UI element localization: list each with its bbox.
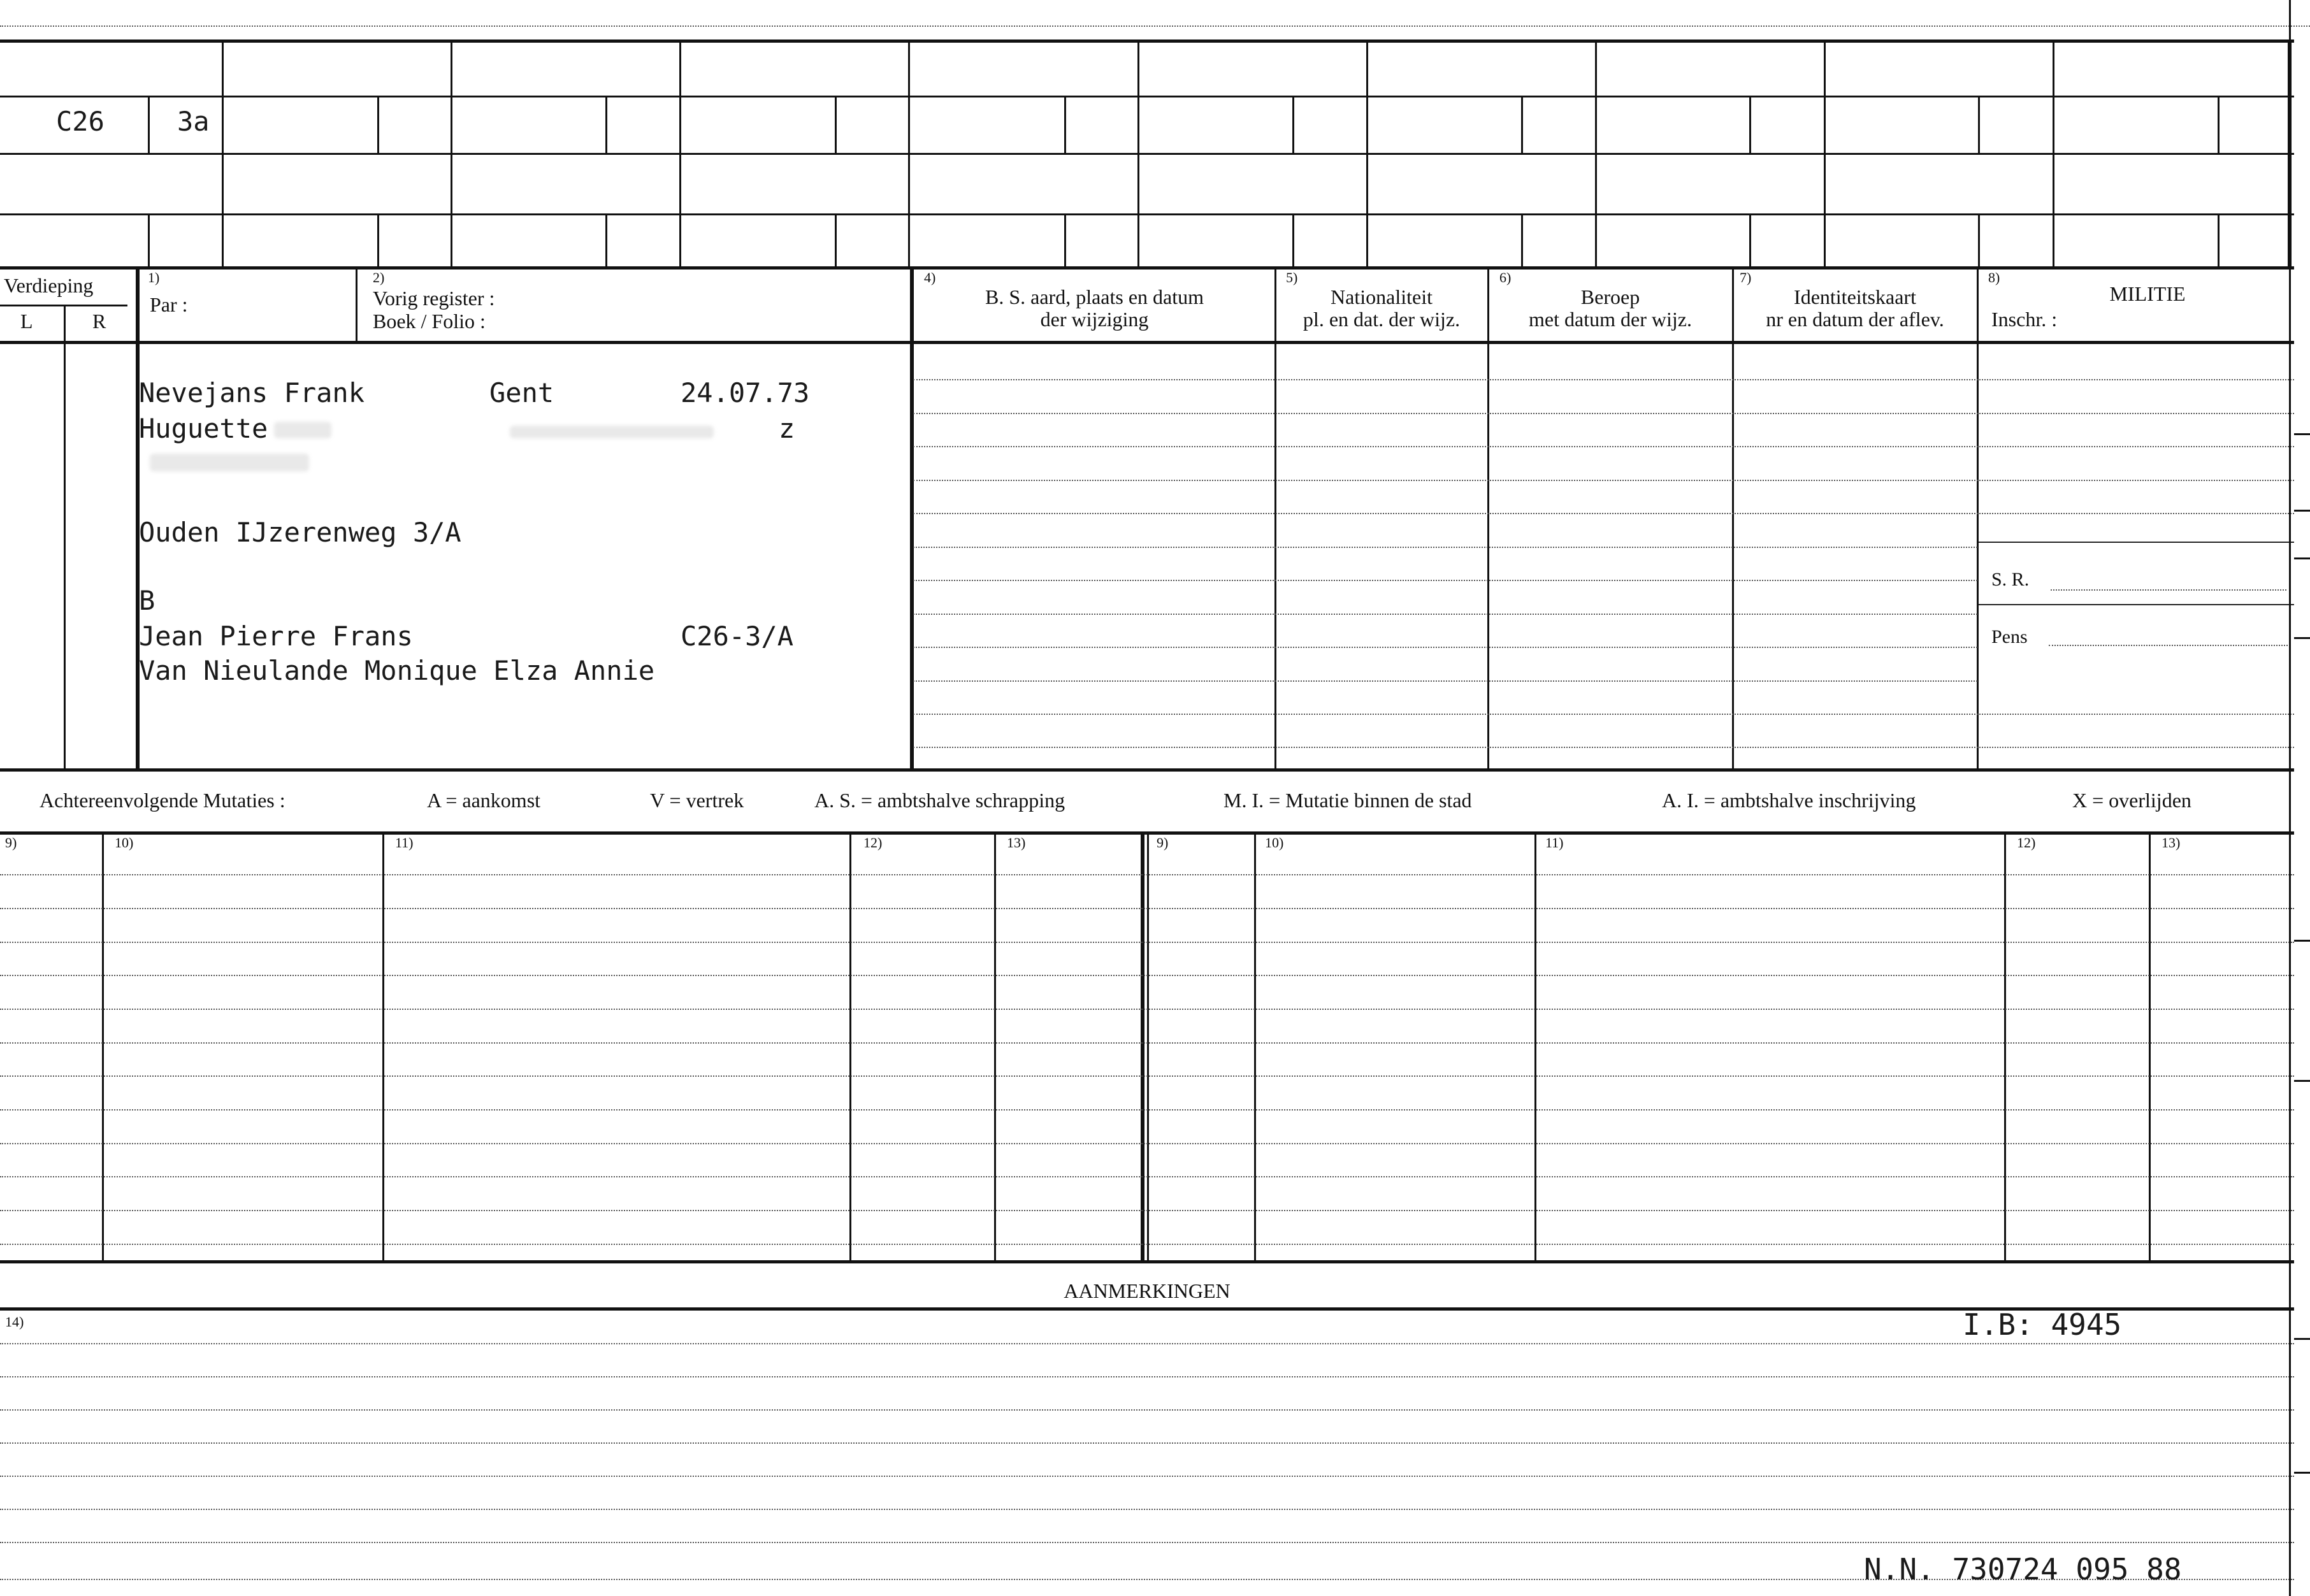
mutation-col-11a: 11): [395, 835, 414, 851]
entry-name-1: Nevejans Frank: [139, 377, 365, 408]
pens-label: Pens: [1991, 626, 2028, 647]
ib-number: I.B: 4945: [1963, 1307, 2122, 1342]
redaction-2: [510, 426, 714, 438]
nationaliteit-sub: pl. en dat. der wijz.: [1303, 308, 1461, 331]
mutation-col-10b: 10): [1265, 835, 1284, 851]
verdieping-r: R: [92, 310, 106, 333]
mutatie-a: A = aankomst: [427, 789, 541, 812]
boek-folio-label: Boek / Folio :: [373, 310, 486, 333]
entry-mark-z: z: [779, 413, 795, 444]
entry-address: Ouden IJzerenweg 3/A: [139, 517, 461, 548]
verdieping-label: Verdieping: [4, 274, 94, 297]
redaction-3: [150, 454, 309, 471]
mutation-col-9a: 9): [5, 835, 17, 851]
mutation-col-11b: 11): [1545, 835, 1564, 851]
note-5: 5): [1286, 270, 1298, 285]
note-6: 6): [1499, 270, 1512, 285]
nn-number: N.N. 730724 095 88: [1864, 1552, 2182, 1586]
entry-ref: C26-3/A: [681, 621, 794, 652]
aanmerkingen-title: AANMERKINGEN: [1064, 1279, 1231, 1302]
entry-name-2: Huguette: [139, 413, 268, 444]
mutatie-as: A. S. = ambtshalve schrapping: [814, 789, 1065, 812]
identiteitskaart-label: Identiteitskaart: [1794, 285, 1916, 308]
entry-date-1: 24.07.73: [681, 377, 810, 408]
mutation-col-10a: 10): [115, 835, 134, 851]
entry-name-6: Van Nieulande Monique Elza Annie: [139, 655, 655, 686]
beroep-label: Beroep: [1580, 285, 1640, 308]
mutaties-title: Achtereenvolgende Mutaties :: [40, 789, 285, 812]
nationaliteit-label: Nationaliteit: [1331, 285, 1433, 308]
mutation-col-12a: 12): [863, 835, 883, 851]
top-edge-line: [0, 25, 2310, 27]
note-2: 2): [373, 270, 385, 285]
vorig-register-label: Vorig register :: [373, 287, 495, 310]
beroep-sub: met datum der wijz.: [1529, 308, 1692, 331]
mutatie-ai: A. I. = ambtshalve inschrijving: [1662, 789, 1916, 812]
entry-b: B: [139, 585, 155, 616]
par-label: Par :: [150, 293, 188, 316]
bs-label-1: B. S. aard, plaats en datum: [985, 285, 1204, 308]
inschr-label: Inschr. :: [1991, 308, 2058, 331]
note-1: 1): [148, 270, 160, 285]
sr-label: S. R.: [1991, 569, 2030, 590]
militie-label: MILITIE: [2109, 282, 2186, 305]
mutatie-x: X = overlijden: [2072, 789, 2191, 812]
verdieping-l: L: [20, 310, 33, 333]
code-3a: 3a: [177, 106, 210, 137]
mutatie-v: V = vertrek: [650, 789, 744, 812]
entry-place-1: Gent: [489, 377, 554, 408]
aanmerkingen-top-line: [0, 1307, 2294, 1311]
mutation-col-12b: 12): [2017, 835, 2036, 851]
code-c26: C26: [56, 106, 105, 137]
bs-label-2: der wijziging: [1040, 308, 1149, 331]
identiteitskaart-sub: nr en datum der aflev.: [1766, 308, 1944, 331]
mutation-col-13b: 13): [2162, 835, 2181, 851]
main-table-bottom: [0, 768, 2294, 772]
mutation-col-13a: 13): [1007, 835, 1026, 851]
mutation-col-9b: 9): [1157, 835, 1169, 851]
mutatie-mi: M. I. = Mutatie binnen de stad: [1224, 789, 1472, 812]
note-4: 4): [924, 270, 936, 285]
note-8: 8): [1988, 270, 2000, 285]
note-14: 14): [5, 1314, 24, 1330]
entry-name-5: Jean Pierre Frans: [139, 621, 413, 652]
redaction-1: [274, 422, 331, 438]
note-7: 7): [1740, 270, 1752, 285]
